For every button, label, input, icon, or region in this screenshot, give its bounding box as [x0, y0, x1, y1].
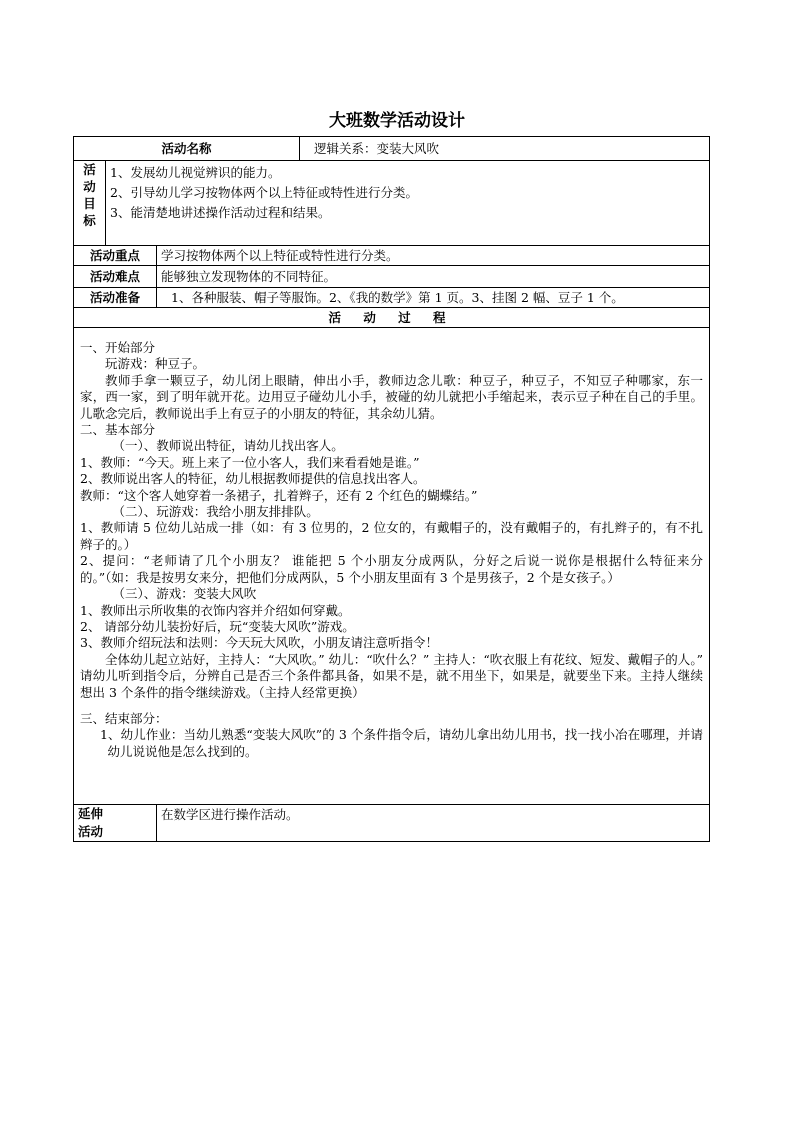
- difficulty-row: [74, 266, 710, 288]
- extension-label: 延伸 活动: [74, 805, 157, 842]
- key-point-row: [74, 246, 710, 266]
- preparation-text: 1、各种服装、帽子等服饰。2、《我的数学》第 1 页。3、挂图 2 幅、豆子 1 个。: [157, 288, 710, 308]
- activity-name-value: 逻辑关系：变装大风吹: [300, 137, 710, 161]
- subsection-heading: （三）、游戏：变装大风吹: [112, 586, 257, 602]
- section-heading: 二、基本部分: [80, 422, 156, 438]
- process-line: 1、教师出示所收集的衣饰内容并介绍如何穿戴。: [80, 602, 351, 618]
- process-paragraph: 1、教师请 5 位幼儿站成一排（如：有 3 位男的，2 位女的，有戴帽子的，没有戴帽子的，有扎辫子的，有不扎辫子的。）: [80, 520, 703, 552]
- process-line: 3、教师介绍玩法和法则：今天玩大风吹，小朋友请注意听指令！: [80, 635, 438, 651]
- section-heading: 三、结束部分：: [80, 710, 168, 726]
- process-line: 2、教师说出客人的特征，幼儿根据教师提供的信息找出客人。: [80, 471, 426, 487]
- goal-item: 2、引导幼儿学习按物体两个以上特征或特性进行分类。: [110, 185, 418, 200]
- goals-list: [106, 161, 710, 246]
- preparation-label: 活动准备: [74, 288, 157, 308]
- activity-goals-row: [74, 161, 710, 246]
- document-title: 大班数学活动设计: [329, 111, 465, 131]
- goal-item: 3、能清楚地讲述操作活动过程和结果。: [110, 205, 331, 220]
- process-paragraph: 教师手拿一颗豆子，幼儿闭上眼睛，伸出小手，教师边念儿歌：种豆子，种豆子，不知豆子种哪家，东一家，西一家，到了明年就开花。边用豆子碰幼儿小手，被碰的幼儿就把小手缩起来，表示豆子种在自己的手里。儿歌念完后，教师说出手上有豆子的小朋友的特征，其余幼儿猜。: [80, 372, 703, 421]
- process-body: [74, 328, 710, 805]
- activity-name-label: 活动名称: [74, 137, 300, 161]
- process-body-row: [74, 328, 710, 805]
- process-paragraph: 2、提问：“老师请了几个小朋友？ 谁能把 5 个小朋友分成两队，分好之后说一说你是根据什么特征来分的。”（如：我是按男女来分，把他们分成两队，5 个小朋友里面有 3 个是男孩子，2 个是女孩子。）: [80, 553, 703, 585]
- process-line: 1、教师：“今天。班上来了一位小客人，我们来看看她是谁。”: [80, 454, 420, 470]
- process-paragraph: 1、幼儿作业：当幼儿熟悉“变装大风吹”的 3 个条件指令后，请幼儿拿出幼儿用书，找一找小冶在哪理，并请幼儿说说他是怎么找到的。: [100, 727, 703, 759]
- process-line: 玩游戏：种豆子。: [105, 356, 206, 372]
- extension-row: [74, 805, 710, 842]
- activity-plan-table: [73, 136, 710, 842]
- subsection-heading: （二）、玩游戏：我给小朋友排排队。: [112, 504, 319, 520]
- process-line: 教师：“这个客人她穿着一条裙子，扎着辫子，还有 2 个红色的蝴蝶结。”: [80, 487, 478, 503]
- difficulty-label: 活动难点: [74, 266, 157, 288]
- subsection-heading: （一）、教师说出特征，请幼儿找出客人。: [112, 438, 344, 454]
- activity-name-row: [74, 137, 710, 161]
- extension-text: 在数学区进行操作活动。: [157, 805, 710, 842]
- difficulty-text: 能够独立发现物体的不同特征。: [157, 266, 710, 288]
- key-point-label: 活动重点: [74, 246, 157, 266]
- preparation-row: [74, 288, 710, 308]
- process-line: 2、 请部分幼儿装扮好后，玩“变装大风吹”游戏。: [80, 618, 355, 634]
- process-heading: 活 动 过 程: [74, 308, 710, 328]
- goals-label: 活 动 目 标: [74, 161, 106, 246]
- process-paragraph: 全体幼儿起立站好，主持人：“大风吹。” 幼儿：“吹什么？” 主持人：“吹衣服上有花纹、短发、戴帽子的人。” 请幼儿听到指令后，分辨自己是否三个条件都具备，如果不是，就不用坐下，如果是，就要坐下来。主持人继续想出 3 个条件的指令继续游戏。（主持人经常更换）: [80, 651, 703, 700]
- process-heading-row: [74, 308, 710, 328]
- goal-item: 1、发展幼儿视觉辨识的能力。: [110, 165, 281, 180]
- key-point-text: 学习按物体两个以上特征或特性进行分类。: [157, 246, 710, 266]
- section-heading: 一、开始部分: [80, 340, 156, 355]
